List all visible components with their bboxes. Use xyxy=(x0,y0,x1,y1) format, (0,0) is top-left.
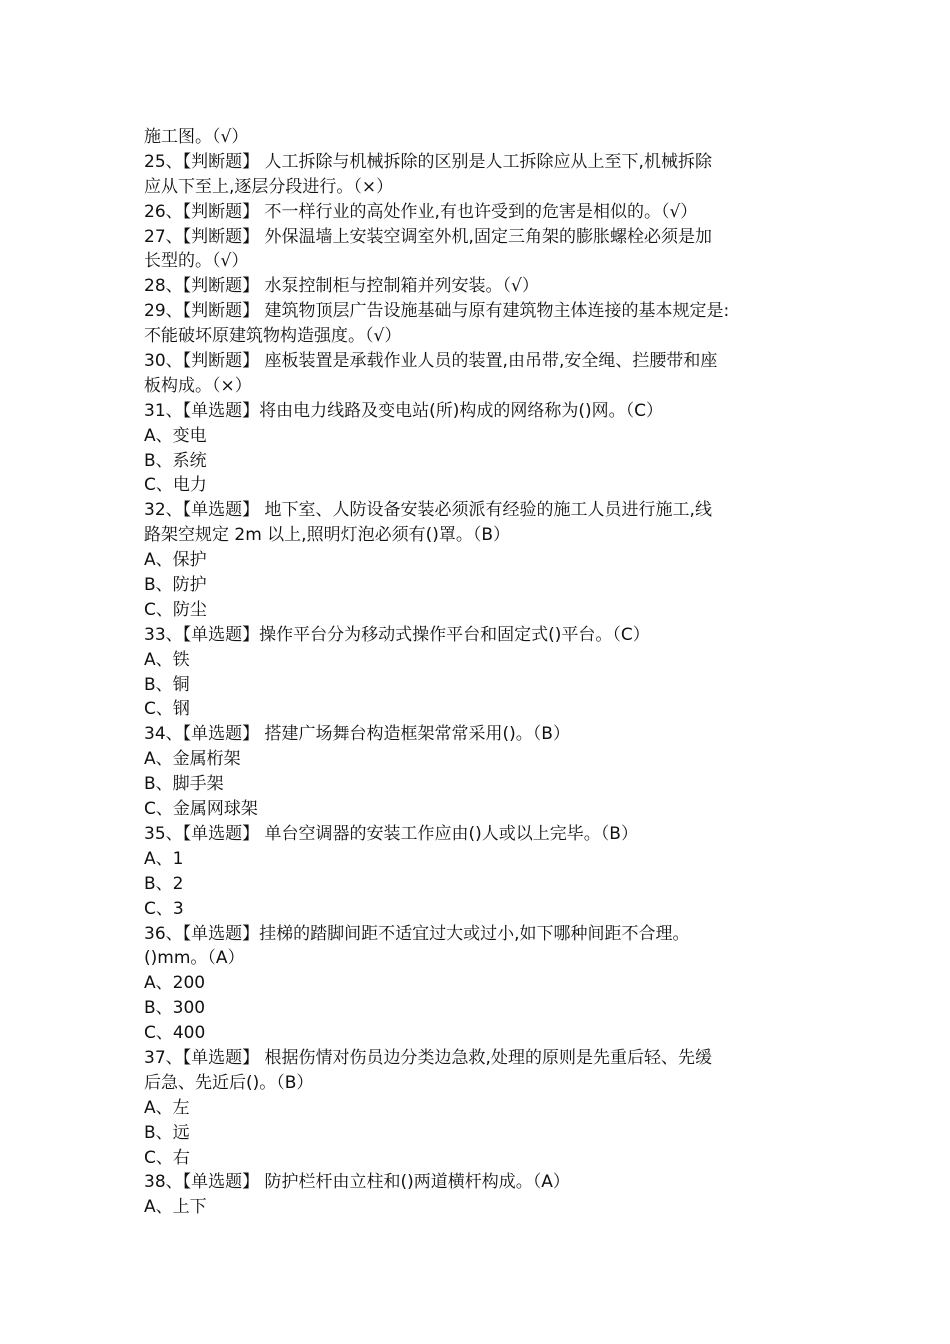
text-line: 应从下至上,逐层分段进行。（×） xyxy=(144,176,394,197)
text-line: A、金属桁架 xyxy=(144,749,241,770)
text-line: 29、【判断题】 建筑物顶层广告设施基础与原有建筑物主体连接的基本规定是: xyxy=(144,301,730,322)
text-line: 33、【单选题】操作平台分为移动式操作平台和固定式()平台。（C） xyxy=(144,624,650,645)
text-line: B、系统 xyxy=(144,450,207,471)
text-line: 38、【单选题】 防护栏杆由立柱和()两道横杆构成。（A） xyxy=(144,1172,570,1193)
text-line: 25、【判断题】 人工拆除与机械拆除的区别是人工拆除应从上至下,机械拆除 xyxy=(144,151,712,172)
text-line: 27、【判断题】 外保温墙上安装空调室外机,固定三角架的膨胀螺栓必须是加 xyxy=(144,226,712,247)
text-line: 35、【单选题】 单台空调器的安装工作应由()人或以上完毕。（B） xyxy=(144,823,638,844)
text-line: 施工图。（√） xyxy=(144,127,249,147)
text-line: A、上下 xyxy=(144,1197,207,1218)
text-line: ()mm。（A） xyxy=(144,948,245,969)
text-line: 34、【单选题】 搭建广场舞台构造框架常常采用()。（B） xyxy=(144,724,570,745)
text-line: B、远 xyxy=(144,1122,190,1143)
text-line: B、2 xyxy=(144,873,184,894)
text-line: C、钢 xyxy=(144,699,190,720)
text-line: B、300 xyxy=(144,998,206,1019)
text-line: A、变电 xyxy=(144,425,207,446)
text-line: 32、【单选题】 地下室、人防设备安装必须派有经验的施工人员进行施工,线 xyxy=(144,500,712,521)
text-line: A、铁 xyxy=(144,649,190,670)
text-line: 37、【单选题】 根据伤情对伤员边分类边急救,处理的原则是先重后轻、先缓 xyxy=(144,1047,712,1068)
text-line: A、左 xyxy=(144,1097,190,1118)
text-line: 30、【判断题】 座板装置是承载作业人员的装置,由吊带,安全绳、拦腰带和座 xyxy=(144,351,718,372)
text-line: 26、【判断题】 不一样行业的高处作业,有也许受到的危害是相似的。（√） xyxy=(144,201,698,222)
text-line: A、200 xyxy=(144,973,206,994)
text-line: A、1 xyxy=(144,848,184,869)
text-line: C、400 xyxy=(144,1023,206,1044)
text-line: 31、【单选题】将由电力线路及变电站(所)构成的网络称为()网。（C） xyxy=(144,400,664,421)
text-line: A、保护 xyxy=(144,550,207,571)
text-line: C、电力 xyxy=(144,475,207,496)
text-line: 后急、先近后()。（B） xyxy=(144,1072,314,1093)
text-line: 长型的。（√） xyxy=(144,251,249,272)
text-line: C、3 xyxy=(144,898,184,919)
text-line: 板构成。（×） xyxy=(144,375,252,396)
text-line: C、右 xyxy=(144,1147,190,1168)
text-line: C、防尘 xyxy=(144,599,207,620)
text-line: B、脚手架 xyxy=(144,774,224,795)
text-line: B、铜 xyxy=(144,674,190,695)
question-list xyxy=(144,125,816,1220)
text-line: C、金属网球架 xyxy=(144,799,258,820)
text-line: B、防护 xyxy=(144,575,207,596)
text-line: 36、【单选题】挂梯的踏脚间距不适宜过大或过小,如下哪种间距不合理。 xyxy=(144,923,690,944)
text-line: 不能破坏原建筑物构造强度。（√） xyxy=(144,326,402,347)
text-line: 路架空规定 2m 以上,照明灯泡必须有()罩。（B） xyxy=(144,525,511,546)
text-line: 28、【判断题】 水泵控制柜与控制箱并列安装。（√） xyxy=(144,276,539,297)
